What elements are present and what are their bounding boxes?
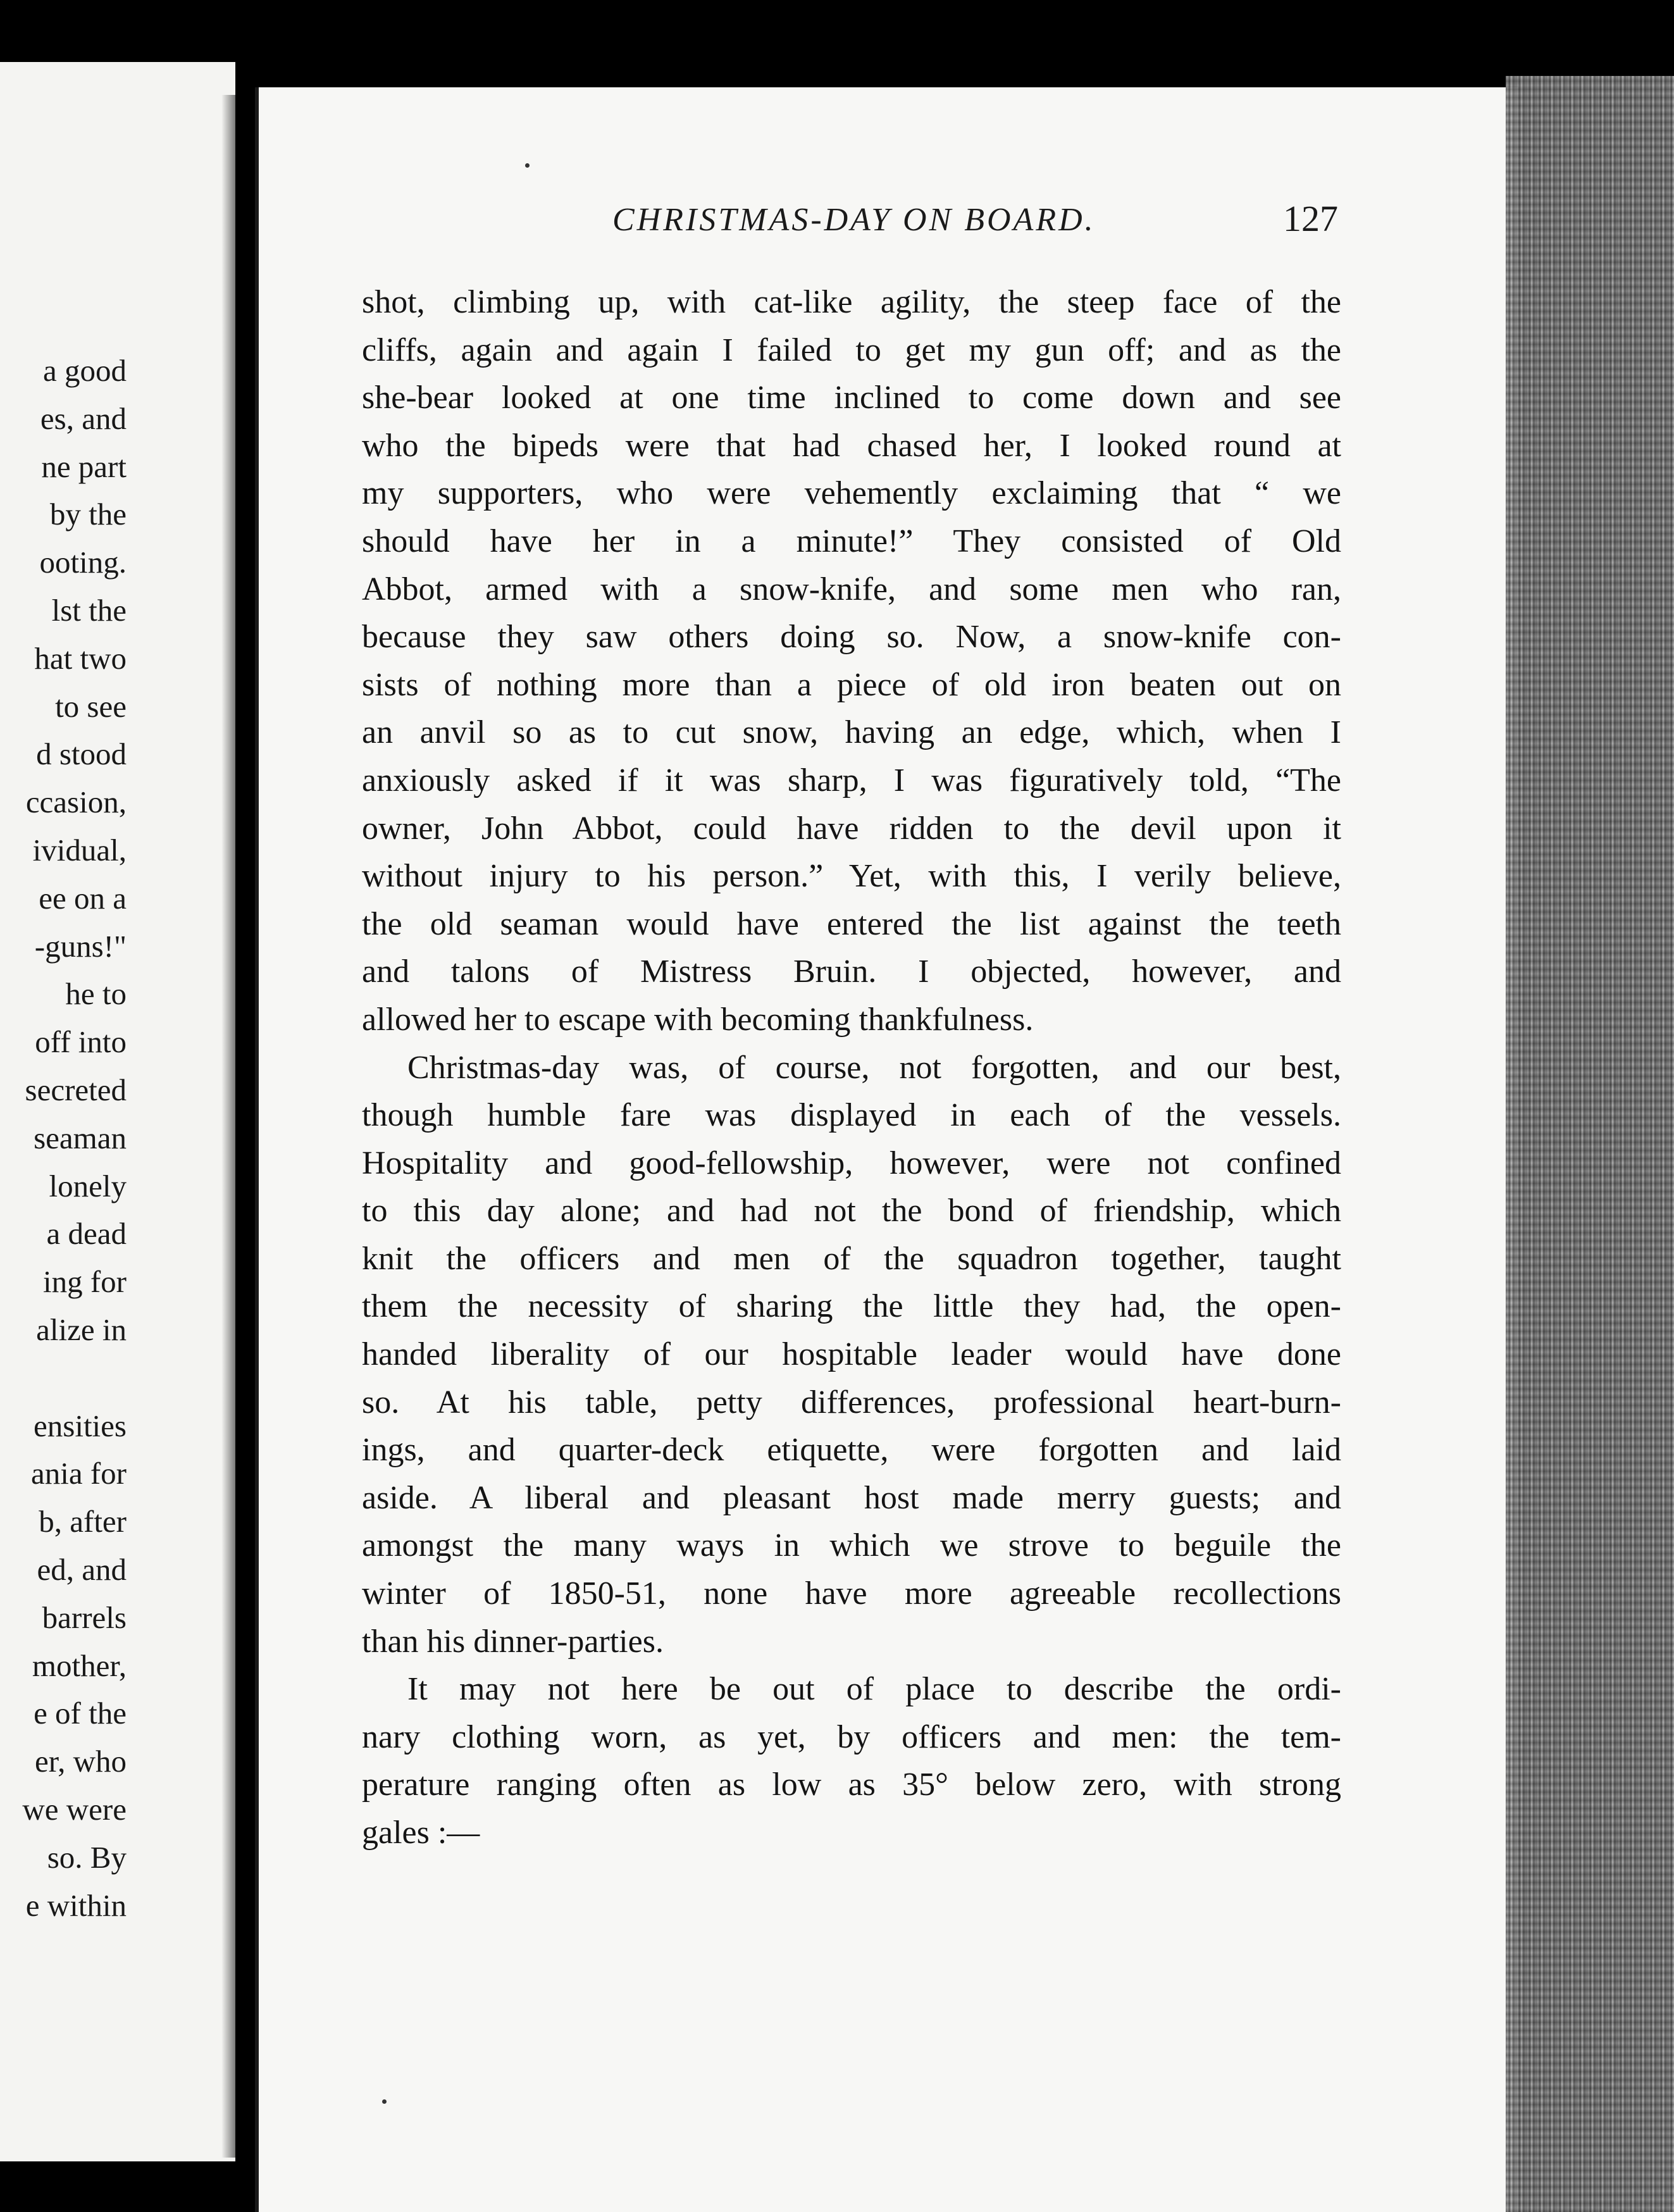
previous-page-line: e of the	[34, 1696, 127, 1731]
text-line: sists of nothing more than a piece of old iron beaten out on	[362, 666, 1341, 703]
previous-page-line: a dead	[46, 1216, 127, 1252]
text-line: owner, John Abbot, could have ridden to the devil upon it	[362, 810, 1341, 847]
body-text	[362, 278, 1341, 1857]
previous-page-line: ensities	[34, 1408, 127, 1443]
previous-page-line: ed, and	[37, 1551, 127, 1587]
previous-page-line: es, and	[40, 401, 127, 436]
text-line: amongst the many ways in which we strove to beguile the	[362, 1527, 1341, 1564]
text-line: shot, climbing up, with cat-like agility, the steep face of the	[362, 284, 1341, 320]
previous-page-line: a good	[43, 353, 127, 388]
text-line: anxiously asked if it was sharp, I was figuratively told, “The	[362, 762, 1341, 798]
paragraph	[362, 1665, 1341, 1856]
text-line: ings, and quarter-deck etiquette, were forgotten and laid	[362, 1432, 1341, 1469]
previous-page-line: so. By	[47, 1839, 127, 1875]
text-line: who the bipeds were that had chased her, I looked round at	[362, 427, 1341, 464]
print-speck	[382, 2099, 387, 2104]
previous-page-line: barrels	[42, 1600, 127, 1635]
previous-page-line: d stood	[36, 736, 127, 772]
previous-page-line: off into	[35, 1024, 127, 1060]
previous-page-line: ee on a	[39, 880, 127, 916]
text-line: It may not here be out of place to describe the ordi-	[407, 1671, 1341, 1708]
previous-page-line: ividual,	[32, 832, 127, 867]
previous-page-line: ooting.	[39, 545, 127, 580]
previous-page-line: ne part	[41, 449, 127, 484]
text-line: Abbot, armed with a snow-knife, and some men who ran,	[362, 571, 1341, 607]
previous-page-line: mother,	[32, 1648, 127, 1683]
text-line: an anvil so as to cut snow, having an edge, which, when I	[362, 714, 1341, 751]
text-line: she-bear looked at one time inclined to come down and see	[362, 380, 1341, 416]
text-line: and talons of Mistress Bruin. I objected, however, and	[362, 954, 1341, 990]
previous-page-line: b, after	[39, 1504, 127, 1539]
print-speck	[525, 163, 530, 168]
previous-page-line: by the	[49, 497, 127, 532]
text-line: the old seaman would have entered the list against the teeth	[362, 905, 1341, 942]
previous-page-line: -guns!"	[34, 928, 127, 964]
text-line: gales :—	[362, 1815, 480, 1851]
text-line: because they saw others doing so. Now, a snow-knife con-	[362, 619, 1341, 656]
previous-page-line: e within	[25, 1887, 127, 1923]
previous-page-blank-line	[22, 1354, 127, 1402]
previous-page-line: seaman	[34, 1120, 127, 1155]
text-line: Hospitality and good-fellowship, however, were not confined	[362, 1145, 1341, 1181]
text-line: allowed her to escape with becoming thankfulness.	[362, 1001, 1034, 1038]
text-line: perature ranging often as low as 35° below zero, with strong	[362, 1767, 1341, 1803]
previous-page-line: to see	[55, 688, 127, 724]
paragraph	[362, 1044, 1341, 1666]
text-line: though humble fare was displayed in each of the vessels.	[362, 1097, 1341, 1134]
text-line: my supporters, who were vehemently exclaiming that “ we	[362, 475, 1341, 512]
previous-page-line: alize in	[36, 1312, 127, 1347]
text-line: nary clothing worn, as yet, by officers and men: the tem-	[362, 1718, 1341, 1755]
previous-page-line: er, who	[35, 1744, 127, 1779]
text-line: should have her in a minute!” They consisted of Old	[362, 523, 1341, 559]
running-head: CHRISTMAS-DAY ON BOARD.	[612, 202, 1096, 238]
text-line: winter of 1850-51, none have more agreeable recollections	[362, 1575, 1341, 1612]
previous-page-line: secreted	[25, 1072, 127, 1107]
gutter-shadow	[221, 95, 247, 2158]
previous-page-line: lst the	[51, 592, 127, 628]
previous-page-text	[22, 347, 127, 1929]
text-line: Christmas-day was, of course, not forgotten, and our best,	[407, 1049, 1341, 1086]
previous-page-line: ania for	[31, 1456, 127, 1491]
text-line: them the necessity of sharing the little they had, the open-	[362, 1288, 1341, 1325]
text-line: knit the officers and men of the squadron together, taught	[362, 1240, 1341, 1277]
previous-page-line: lonely	[49, 1168, 127, 1203]
page-number: 127	[1283, 198, 1338, 239]
text-line: to this day alone; and had not the bond of friendship, which	[362, 1193, 1341, 1229]
page-edge-texture	[1506, 76, 1674, 2212]
text-line: handed liberality of our hospitable leader would have done	[362, 1336, 1341, 1373]
previous-page-line: we were	[22, 1791, 127, 1827]
previous-page-line: ccasion,	[25, 785, 127, 820]
previous-page-line: hat two	[34, 640, 127, 676]
text-line: without injury to his person.” Yet, with this, I verily believe,	[362, 858, 1341, 895]
text-line: so. At his table, petty differences, professional heart-burn-	[362, 1384, 1341, 1420]
text-line: cliffs, again and again I failed to get my gun off; and as the	[362, 332, 1341, 368]
previous-page-line: he to	[65, 976, 127, 1012]
paragraph	[362, 278, 1341, 1044]
text-line: aside. A liberal and pleasant host made merry guests; and	[362, 1479, 1341, 1516]
previous-page-line: ing for	[43, 1264, 127, 1300]
text-line: than his dinner-parties.	[362, 1623, 664, 1660]
previous-page-fragment	[0, 62, 235, 2161]
